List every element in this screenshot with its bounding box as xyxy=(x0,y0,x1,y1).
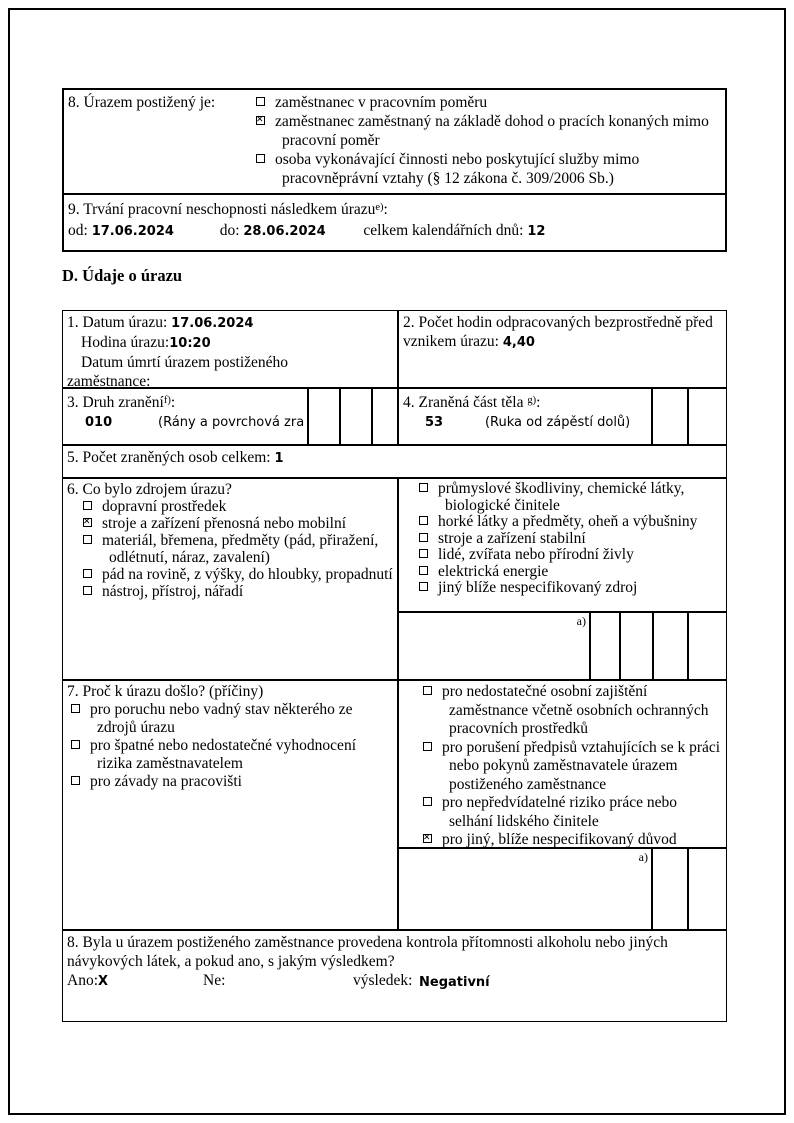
option-label: pro špatné nebo nedostatečné vyhodnocení rizika zaměstnavatelem xyxy=(90,737,356,772)
footnote-g: g) xyxy=(527,395,537,406)
source-code-note-cell xyxy=(398,612,590,680)
source-code-box-3[interactable] xyxy=(653,612,688,680)
option-label: lidé, zvířata nebo přírodní živly xyxy=(438,546,634,563)
injured-count-value[interactable]: 1 xyxy=(274,451,284,466)
cause-option xyxy=(423,831,722,848)
option-employee-employment xyxy=(256,93,718,112)
table-d xyxy=(62,310,727,1022)
cause-option xyxy=(423,683,722,739)
hours-worked-value[interactable]: 4,40 xyxy=(502,335,535,350)
date-of-death-label-line2: zaměstnance: xyxy=(67,373,151,388)
cell-injury-cause-right xyxy=(398,680,727,848)
source-option xyxy=(83,515,393,532)
source-option xyxy=(83,498,393,515)
checkbox-cause-insufficient-ppe[interactable] xyxy=(423,686,432,695)
checkbox-source-fall[interactable] xyxy=(83,569,92,578)
source-option xyxy=(419,547,722,564)
checkbox-employee-employment[interactable] xyxy=(256,97,265,106)
checkbox-source-other[interactable] xyxy=(419,582,428,591)
option-label: pro porušení předpisů vztahujících se k práci nebo pokynů zaměstnavatele úrazem postiženého zaměstnance xyxy=(442,738,721,793)
injury-source-title: 6. Co bylo zdrojem úrazu? xyxy=(67,481,232,498)
date-of-injury-label: 1. Datum úrazu: xyxy=(67,314,168,331)
footnote-f: f) xyxy=(163,395,171,406)
option-label: stroje a zařízení stabilní xyxy=(438,529,586,547)
yes-label: Ano: xyxy=(67,972,98,989)
total-days-value[interactable]: 12 xyxy=(527,224,546,239)
checkbox-cause-workplace-defects[interactable] xyxy=(71,776,80,785)
cell-injured-persons-count xyxy=(62,445,727,478)
source-option xyxy=(83,532,393,566)
footnote-a: a) xyxy=(576,614,586,628)
option-label: pro nedostatečné osobní zajištění zaměstnance včetně osobních ochranných pracovních prostředků xyxy=(442,683,709,737)
cell-injury-type: 3. Druh zranění$^{f)}$: 010 (Rány a povrchová zra xyxy=(62,388,308,445)
injured-person-type-label: 8. Úrazem postižený je: xyxy=(68,94,216,111)
hours-worked-label: 2. Počet hodin odpracovaných bezprostředně před vznikem úrazu: xyxy=(403,314,713,350)
date-of-death-label-line1: Datum úmrtí úrazem postiženého xyxy=(81,354,289,371)
to-date-value[interactable]: 28.06.2024 xyxy=(243,224,326,239)
source-option xyxy=(419,514,722,531)
source-code-box-1[interactable] xyxy=(590,612,620,680)
incapacity-duration-title: 9. Trvání pracovní neschopnosti následkem úrazu$^{e)}$: xyxy=(68,201,388,218)
checkbox-cause-defective-source[interactable] xyxy=(71,704,80,713)
body-part-code[interactable]: 53 xyxy=(425,415,444,430)
injured-body-part-label: 4. Zraněná část těla xyxy=(403,394,524,411)
checkbox-source-electricity[interactable] xyxy=(419,566,428,575)
cause-option xyxy=(423,794,722,831)
option-employee-agreement xyxy=(256,112,718,150)
checkbox-source-material[interactable] xyxy=(83,535,92,544)
section-d-heading: D. Údaje o úrazu xyxy=(62,266,183,285)
option-label: osoba vykonávající činnosti nebo poskytující služby mimo pracovněprávní vztahy (§ 12 zákona č. 309/2006 Sb.) xyxy=(275,151,640,187)
cause-option xyxy=(71,737,393,773)
box-incapacity-duration xyxy=(62,193,727,252)
option-label: elektrická energie xyxy=(438,562,549,580)
cause-code-box-1[interactable] xyxy=(652,848,688,930)
option-label: stroje a zařízení přenosná nebo mobilní xyxy=(102,515,347,532)
checkbox-cause-unforeseeable-risk[interactable] xyxy=(423,797,432,806)
cause-option xyxy=(423,739,722,795)
cell-hours-worked xyxy=(398,310,727,388)
checkbox-source-chemicals[interactable] xyxy=(419,483,428,492)
to-label: do: xyxy=(219,222,240,239)
checkbox-source-people-animals[interactable] xyxy=(419,549,428,558)
option-label: zaměstnanec v pracovním poměru xyxy=(275,94,488,111)
body-part-code-box-1[interactable] xyxy=(652,388,688,445)
option-label: pro nepředvídatelné riziko práce nebo selhání lidského činitele xyxy=(442,794,677,830)
body-part-desc: (Ruka od zápěstí dolů) xyxy=(484,415,631,430)
body-part-code-box-2[interactable] xyxy=(688,388,727,445)
cell-date-of-injury xyxy=(62,310,398,388)
checkbox-cause-rule-violation[interactable] xyxy=(423,742,432,751)
checkbox-source-tools[interactable] xyxy=(83,586,92,595)
cause-code-note-cell xyxy=(398,848,652,930)
injured-person-type-options xyxy=(256,93,718,188)
from-date-value[interactable]: 17.06.2024 xyxy=(91,224,174,239)
source-code-box-2[interactable] xyxy=(620,612,653,680)
cell-injury-source-left xyxy=(62,478,398,680)
alcohol-check-answers xyxy=(67,971,722,991)
option-person-outside-labour xyxy=(256,150,718,188)
option-label: zaměstnanec zaměstnaný na základě dohod o pracích konaných mimo pracovní poměr xyxy=(275,113,709,149)
box-injured-person-type xyxy=(62,88,727,195)
alcohol-check-question: 8. Byla u úrazem postiženého zaměstnance provedena kontrola přítomnosti alkoholu nebo jiných návykových látek, a pokud ano, s jakým výsledkem? xyxy=(67,934,668,970)
injury-type-code-box-1[interactable] xyxy=(308,388,340,445)
cell-alcohol-check xyxy=(62,930,727,1022)
cause-option xyxy=(71,773,393,791)
injury-type-desc: (Rány a povrchová zra xyxy=(158,415,305,430)
date-of-injury-value[interactable]: 17.06.2024 xyxy=(171,316,254,331)
cause-code-box-2[interactable] xyxy=(688,848,727,930)
from-label: od: xyxy=(68,222,88,239)
option-label: průmyslové škodliviny, chemické látky, biologické činitele xyxy=(438,480,685,514)
checkbox-cause-poor-risk-assessment[interactable] xyxy=(71,740,80,749)
time-of-injury-value[interactable]: 10:20 xyxy=(169,336,211,351)
injury-type-code-box-2[interactable] xyxy=(340,388,372,445)
source-code-box-4[interactable] xyxy=(688,612,727,680)
total-days-label: celkem kalendářních dnů: xyxy=(363,222,524,239)
option-label: pád na rovině, z výšky, do hloubky, propadnutí xyxy=(102,566,393,583)
cause-option xyxy=(71,701,393,737)
source-option xyxy=(419,564,722,581)
injury-type-code-box-3[interactable] xyxy=(372,388,398,445)
option-label: pro poruchu nebo vadný stav některého ze zdrojů úrazu xyxy=(90,701,353,736)
option-label: materiál, břemena, předměty (pád, přiražení, odlétnutí, náraz, zavalení) xyxy=(102,532,379,566)
time-of-injury-label: Hodina úrazu: xyxy=(81,334,170,351)
option-label: horké látky a předměty, oheň a výbušniny xyxy=(438,513,698,530)
option-label: jiný blíže nespecifikovaný zdroj xyxy=(438,579,638,596)
footnote-a: a) xyxy=(638,850,648,864)
no-label: Ne: xyxy=(203,972,226,989)
source-option xyxy=(83,566,393,583)
checkbox-source-hot-substances[interactable] xyxy=(419,516,428,525)
option-label: pro jiný, blíže nespecifikovaný důvod xyxy=(442,831,677,848)
option-label: nástroj, přístroj, nářadí xyxy=(102,583,244,600)
option-label: pro závady na pracovišti xyxy=(90,773,242,790)
injury-cause-title: 7. Proč k úrazu došlo? (příčiny) xyxy=(67,683,264,700)
footnote-e: e) xyxy=(375,202,384,213)
checkbox-employee-agreement[interactable] xyxy=(256,116,265,125)
cell-injury-source-right xyxy=(398,478,727,612)
injured-count-label: 5. Počet zraněných osob celkem: xyxy=(67,449,271,466)
cell-injured-body-part: 4. Zraněná část těla $^{g)}$: 53 (Ruka od zápěstí dolů) xyxy=(398,388,652,445)
injury-type-label: 3. Druh zranění xyxy=(67,394,164,411)
checkbox-source-transport[interactable] xyxy=(83,501,92,510)
checkbox-cause-other-reason[interactable] xyxy=(423,834,432,843)
cell-injury-cause-left xyxy=(62,680,398,930)
source-option xyxy=(419,580,722,597)
checkbox-source-stationary-machines[interactable] xyxy=(419,533,428,542)
source-option xyxy=(419,481,722,514)
checkbox-source-mobile-machines[interactable] xyxy=(83,518,92,527)
result-label: výsledek: xyxy=(353,972,413,989)
source-option xyxy=(83,583,393,600)
result-value[interactable]: Negativní xyxy=(419,975,490,990)
injury-type-code[interactable]: 010 xyxy=(85,415,113,430)
yes-value[interactable]: X xyxy=(98,974,109,989)
incapacity-duration-values xyxy=(68,221,718,241)
checkbox-person-outside-labour[interactable] xyxy=(256,154,265,163)
option-label: dopravní prostředek xyxy=(102,498,227,515)
source-option xyxy=(419,531,722,548)
